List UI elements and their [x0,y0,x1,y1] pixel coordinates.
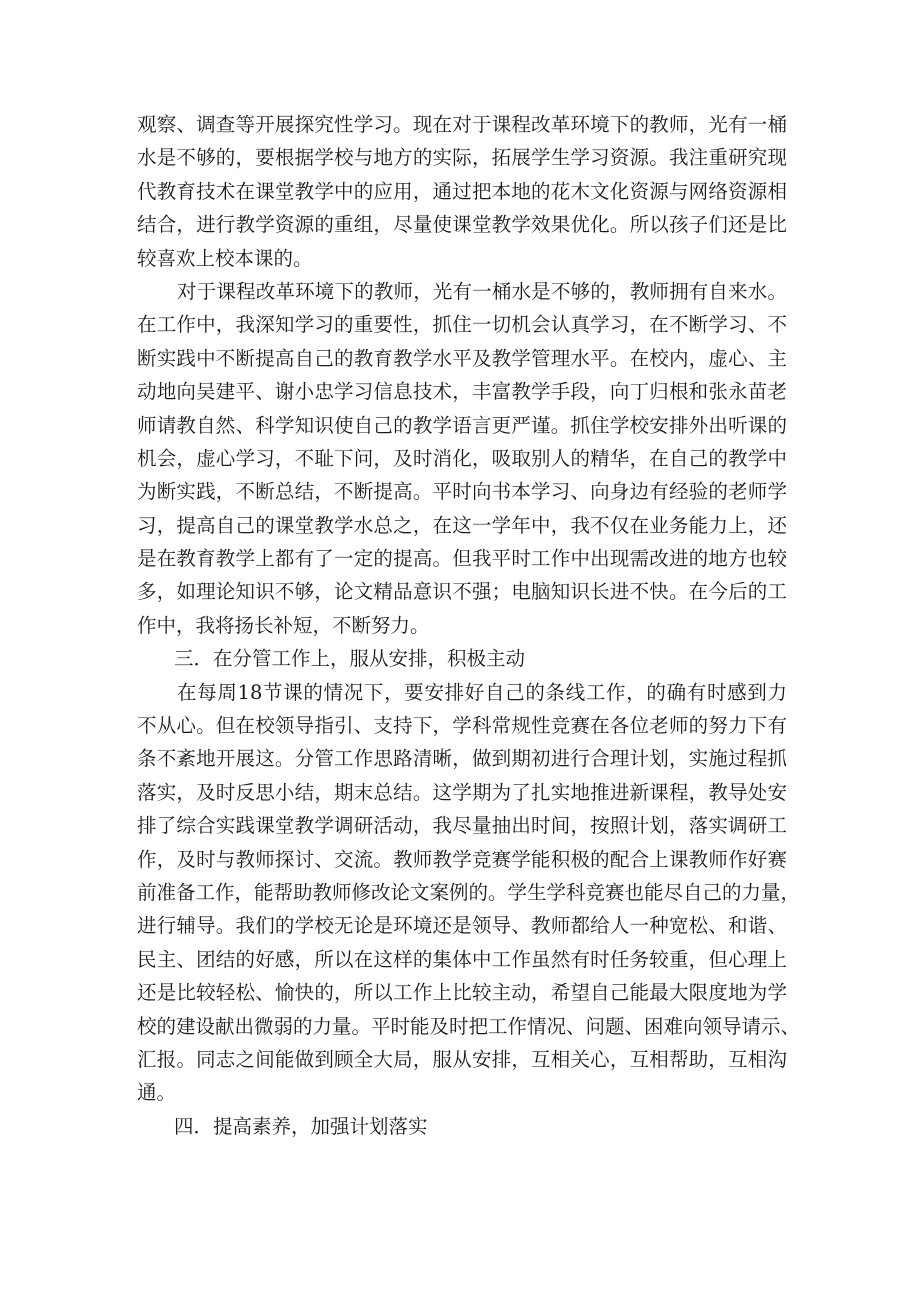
text-line: 落实，及时反思小结，期末总结。这学期为了扎实地推进新课程，教导处安 [137,780,787,804]
text-line: 观察、调查等开展探究性学习。现在对于课程改革环境下的教师，光有一桶 [137,113,787,136]
paragraph-last-line: 作中，我将扬长补短，不断努力。 [137,613,430,637]
text-line: 民主、团结的好感，所以在这样的集体中工作虽然有时任务较重，但心理上 [137,947,787,971]
text-line: 不从心。但在校领导指引、支持下，学科常规性竞赛在各位老师的努力下有 [137,714,787,738]
section-heading: 三．在分管工作上，服从安排，积极主动 [174,647,526,671]
text-line: 多，如理论知识不够，论文精品意识不强；电脑知识长进不快。在今后的工 [137,580,787,604]
text-line: 机会，虚心学习，不耻下问，及时消化，吸取别人的精华，在自己的教学中 [137,446,787,470]
text-line: 校的建设献出微弱的力量。平时能及时把工作情况、问题、困难向领导请示、 [137,1014,801,1038]
text-line: 习，提高自己的课堂教学水总之，在这一学年中，我不仅在业务能力上，还 [137,513,787,537]
text-line: 是在教育教学上都有了一定的提高。但我平时工作中出现需改进的地方也较 [137,547,787,571]
text-line: 代教育技术在课堂教学中的应用，通过把本地的花木文化资源与网络资源相 [137,179,787,203]
text-line: 水是不够的，要根据学校与地方的实际，拓展学生学习资源。我注重研究现 [137,146,787,170]
section-heading: 四．提高素养，加强计划落实 [174,1114,428,1138]
document-body [137,108,801,1143]
text-line: 师请教自然、科学知识使自己的教学语言更严谨。抓住学校安排外出听课的 [137,413,787,437]
text-line: 条不紊地开展这。分管工作思路清晰，做到期初进行合理计划，实施过程抓 [137,747,787,771]
text-line: 在工作中，我深知学习的重要性，抓住一切机会认真学习，在不断学习、不 [137,313,787,337]
paragraph-first-line: 对于课程改革环境下的教师，光有一桶水是不够的，教师拥有自来水。 [177,279,787,303]
text-line: 动地向吴建平、谢小忠学习信息技术，丰富教学手段，向丁归根和张永苗老 [137,380,787,404]
text-line: 断实践中不断提高自己的教育教学水平及教学管理水平。在校内，虚心、主 [137,346,787,370]
paragraph-last-line: 较喜欢上校本课的。 [137,246,313,270]
text-line: 作，及时与教师探讨、交流。教师教学竞赛学能积极的配合上课教师作好赛 [137,847,787,871]
paragraph-last-line: 通。 [137,1081,177,1105]
text-line: 进行辅导。我们的学校无论是环境还是领导、教师都给人一种宽松、和谐、 [137,914,787,938]
text-line: 为断实践，不断总结，不断提高。平时向书本学习、向身边有经验的老师学 [137,480,787,504]
text-line: 排了综合实践课堂教学调研活动，我尽量抽出时间，按照计划，落实调研工 [137,814,787,838]
text-line: 汇报。同志之间能做到顾全大局，服从安排，互相关心，互相帮助，互相沟 [137,1047,787,1071]
paragraph-first-line: 在每周18节课的情况下，要安排好自己的条线工作，的确有时感到力 [177,680,787,704]
text-line: 结合，进行教学资源的重组，尽量使课堂教学效果优化。所以孩子们还是比 [137,213,787,237]
text-line: 还是比较轻松、愉快的，所以工作上比较主动，希望自己能最大限度地为学 [137,981,787,1005]
text-line: 前准备工作，能帮助教师修改论文案例的。学生学科竞赛也能尽自己的力量， [137,880,801,904]
